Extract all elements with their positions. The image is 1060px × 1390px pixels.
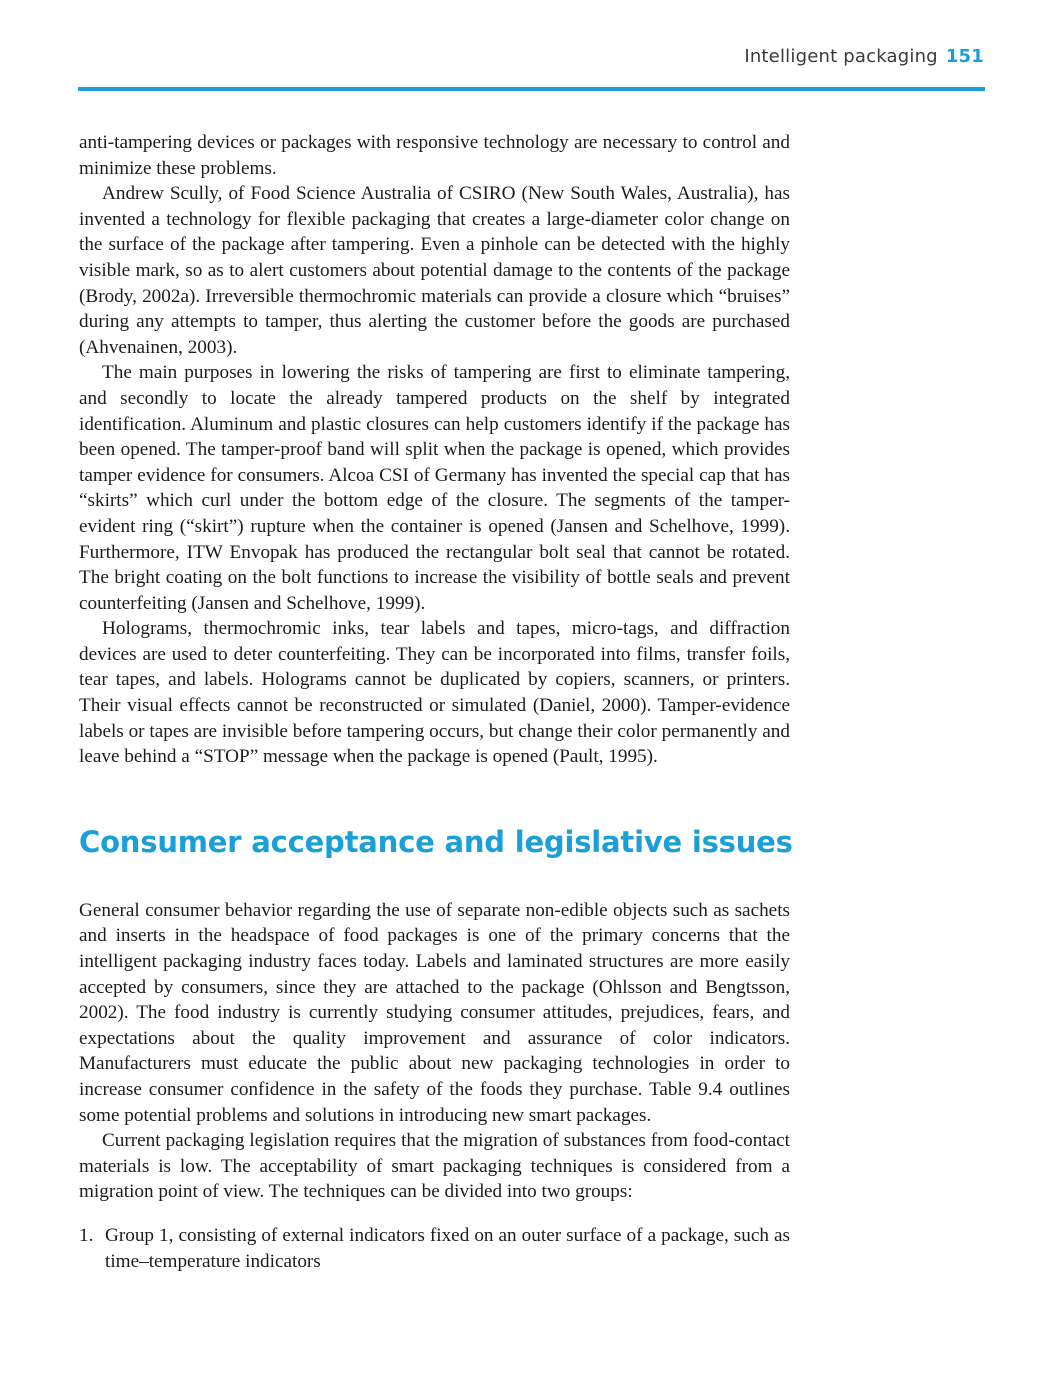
paragraph: Andrew Scully, of Food Science Australia of CSIRO (New South Wales, Australia), has invented a technology for flexible packaging that creates a large-diameter color change on the surface of the package after tampering. Even a pinhole can be detected with the highly visible mark, so as to alert customers about potential damage to the contents of the package (Brody, 2002a). Irreversible thermochromic materials can provide a closure which “bruises” during any attempts to tamper, thus alerting the customer before the goods are purchased (Ahvenainen, 2003).: [79, 183, 790, 358]
running-header: [744, 46, 984, 67]
header-rule: [78, 87, 985, 91]
paragraph: Holograms, thermochromic inks, tear labels and tapes, micro-tags, and diffraction devices are used to deter counterfeiting. They can be incorporated into films, transfer foils, tear tapes, and labels. Holograms cannot be duplicated by copiers, scanners, or printers. Their visual effects cannot be reconstructed or simulated (Daniel, 2000). Tamper-evidence labels or tapes are invisible before tampering occurs, but change their color permanently and leave behind a “STOP” message when the package is opened (Pault, 1995).: [79, 618, 790, 768]
page-number: 151: [945, 46, 984, 67]
list-item: [79, 1223, 790, 1274]
list-item-number: 1.: [79, 1224, 94, 1246]
section-heading: Consumer acceptance and legislative issues: [79, 824, 793, 859]
body-text: [79, 130, 793, 1274]
list-item-text: Group 1, consisting of external indicators fixed on an outer surface of a package, such as time–temperature indicators: [105, 1224, 790, 1272]
running-title: Intelligent packaging: [744, 46, 938, 67]
paragraph: Current packaging legislation requires that the migration of substances from food-contact materials is low. The acceptability of smart packaging techniques is considered from a migration point of view. The techniques can be divided into two groups:: [79, 1130, 790, 1203]
paragraph: anti-tampering devices or packages with responsive technology are necessary to control and minimize these problems.: [79, 132, 790, 179]
numbered-list: [79, 1223, 790, 1274]
paragraph: General consumer behavior regarding the use of separate non-edible objects such as sachets and inserts in the headspace of food packages is one of the primary concerns that the intelligent packaging industry faces today. Labels and laminated structures are more easily accepted by consumers, since they are attached to the package (Ohlsson and Bengtsson, 2002). The food industry is currently studying consumer attitudes, prejudices, fears, and expectations about the quality improvement and assurance of color indicators. Manufacturers must educate the public about new packaging technologies in order to increase consumer confidence in the safety of the foods they purchase. Table 9.4 outlines some potential problems and solutions in introducing new smart packages.: [79, 899, 790, 1126]
paragraph: The main purposes in lowering the risks of tampering are first to eliminate tampering, and secondly to locate the already tampered products on the shelf by integrated identification. Aluminum and plastic closures can help customers identify if the package has been opened. The tamper-proof band will split when the package is opened, which provides tamper evidence for consumers. Alcoa CSI of Germany has invented the special cap that has “skirts” which curl under the bottom edge of the closure. The segments of the tamper-evident ring (“skirt”) rupture when the container is opened (Jansen and Schelhove, 1999). Furthermore, ITW Envopak has produced the rectangular bolt seal that cannot be rotated. The bright coating on the bolt functions to increase the visibility of bottle seals and prevent counterfeiting (Jansen and Schelhove, 1999).: [79, 362, 790, 614]
